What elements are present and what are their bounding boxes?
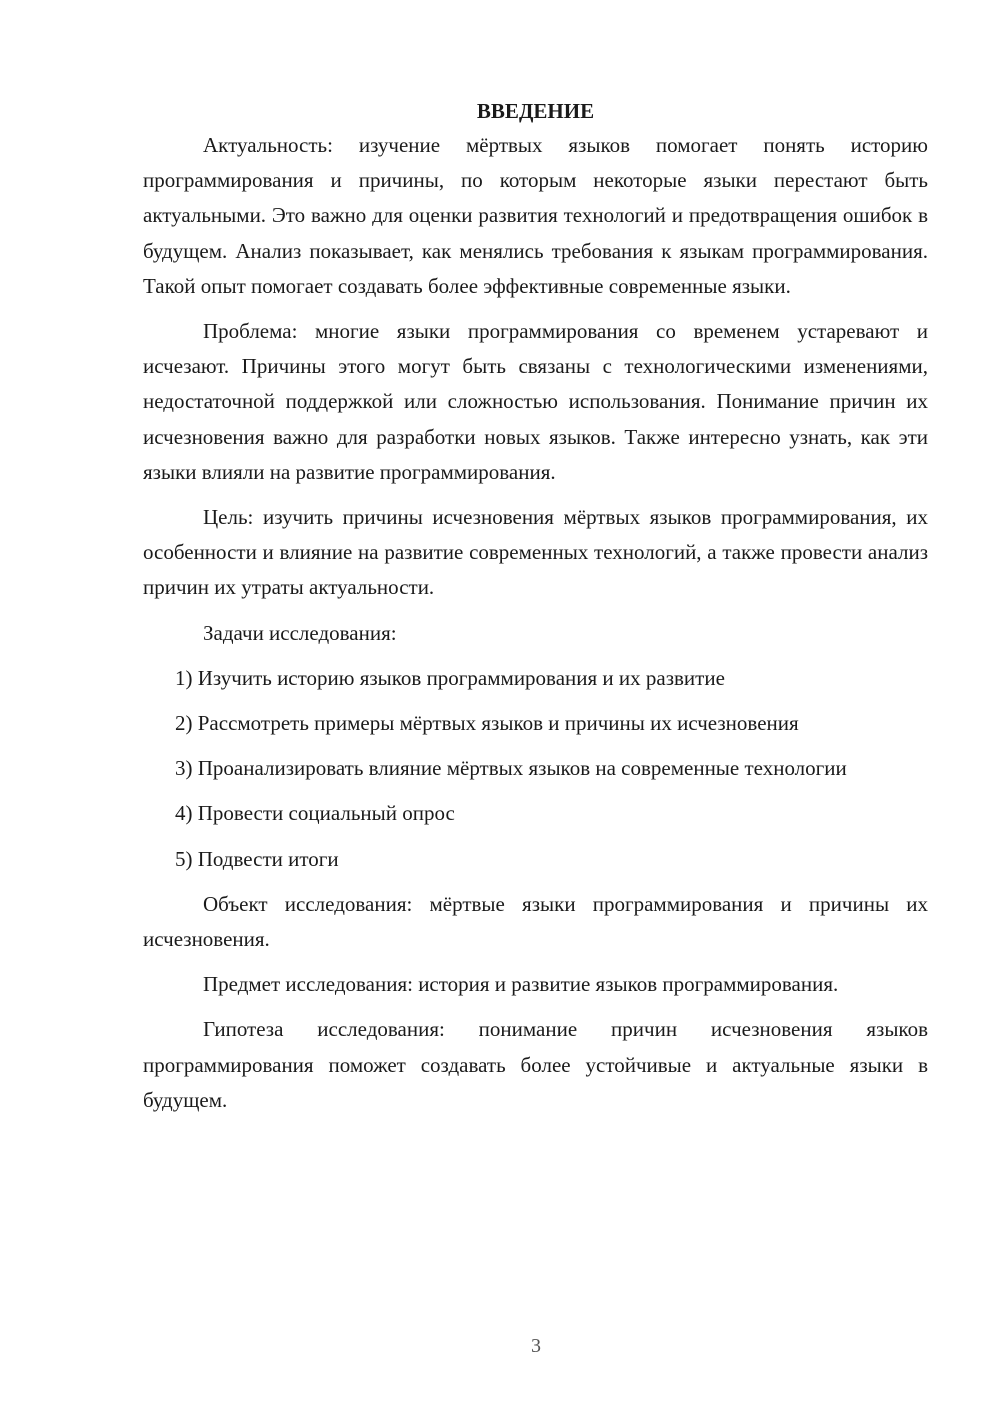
task-item-5: 5) Подвести итоги xyxy=(175,846,339,871)
problem-paragraph: Проблема: многие языки программирования со временем устаревают и исчезают. Причины этого могут быть связаны с технологическими изменениями, недостаточной поддержкой или сложностью использования. Понимание причин их исчезновения важно для разработки новых языков. Также интересно узнать, как эти языки влияли на развитие программирования. xyxy=(143,319,928,484)
page-number: 3 xyxy=(531,1335,541,1357)
task-item-1: 1) Изучить историю языков программирования и их развитие xyxy=(175,665,725,690)
tasks-title: Задачи исследования: xyxy=(203,620,397,645)
goal-paragraph: Цель: изучить причины исчезновения мёртвых языков программирования, их особенности и влияние на развитие современных технологий, а также провести анализ причин их утраты актуальности. xyxy=(143,505,928,600)
page-content xyxy=(143,96,928,1128)
hypothesis-paragraph: Гипотеза исследования: понимание причин исчезновения языков программирования поможет создавать более устойчивые и актуальные языки в будущем. xyxy=(143,1017,928,1112)
task-item-3: 3) Проанализировать влияние мёртвых языков на современные технологии xyxy=(175,756,847,781)
task-item-4: 4) Провести социальный опрос xyxy=(175,801,455,826)
section-heading: ВВЕДЕНИЕ xyxy=(476,99,595,123)
relevance-paragraph: Актуальность: изучение мёртвых языков помогает понять историю программирования и причины, по которым некоторые языки перестают быть актуальными. Это важно для оценки развития технологий и предотвращения ошибок в будущем. Анализ показывает, как менялись требования к языкам программирования. Такой опыт помогает создавать более эффективные современные языки. xyxy=(143,133,928,298)
subject-paragraph: Предмет исследования: история и развитие языков программирования. xyxy=(203,972,839,997)
object-paragraph: Объект исследования: мёртвые языки программирования и причины их исчезновения. xyxy=(143,891,928,952)
task-item-2: 2) Рассмотреть примеры мёртвых языков и причины их исчезновения xyxy=(175,711,799,736)
